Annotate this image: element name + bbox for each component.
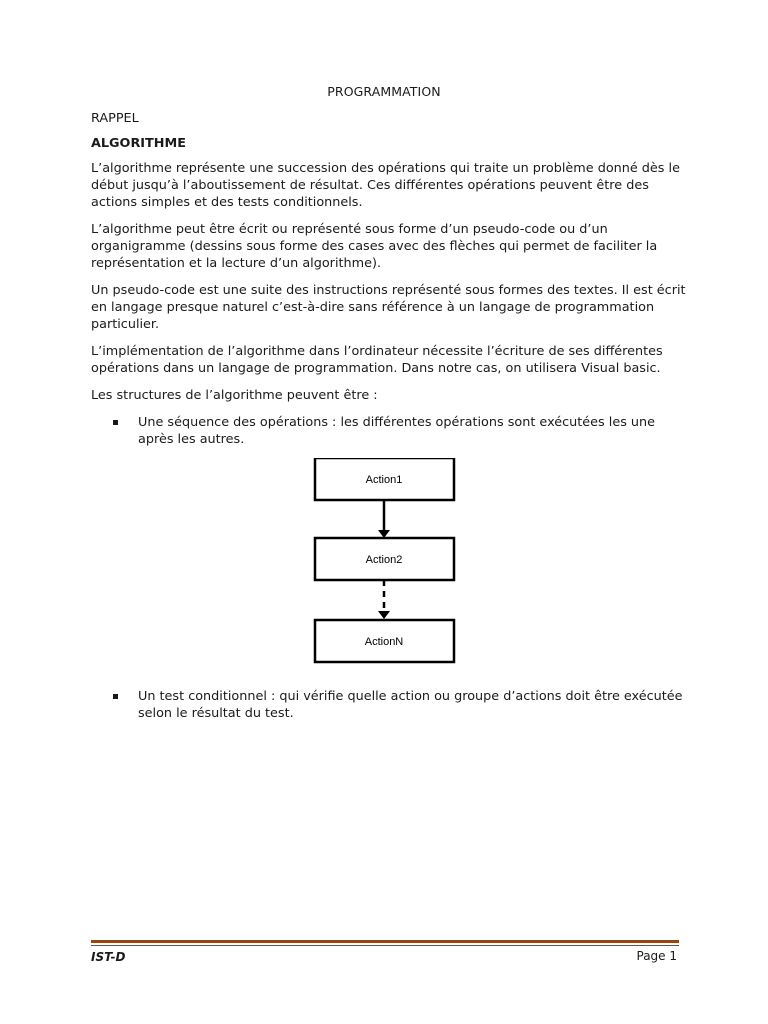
paragraph-1: L’algorithme représente une succession des opérations qui traite un problème donné dès le début jusqu’à l’aboutissement de résultat. Ces différentes opérations peuvent être des actions simples et des tests conditionnels. — [91, 161, 680, 210]
page-number: Page 1 — [636, 949, 677, 963]
flowchart-label-actionn: ActionN — [364, 636, 404, 648]
square-bullet-icon — [113, 694, 118, 699]
flowchart-label-action1: Action1 — [365, 474, 403, 486]
flowchart-label-action2: Action2 — [365, 554, 403, 566]
section-label: RAPPEL — [91, 111, 139, 126]
square-bullet-icon — [113, 420, 118, 425]
arrow-down-icon — [378, 611, 390, 619]
document-body — [91, 110, 686, 722]
paragraph-5: Les structures de l’algorithme peuvent être : — [91, 388, 378, 403]
page-title: PROGRAMMATION — [327, 84, 441, 99]
bullet-item-test — [91, 688, 686, 722]
footer-label: IST-D — [91, 950, 126, 964]
paragraph-2: L’algorithme peut être écrit ou représenté sous forme d’un pseudo-code ou d’un organigramme (dessins sous forme des cases avec des flèches qui permet de faciliter la représentation et la lecture d’un algorithme). — [91, 222, 658, 271]
paragraph-4: L’implémentation de l’algorithme dans l’ordinateur nécessite l’écriture de ses différentes opérations dans un langage de programmation. Dans notre cas, on utilisera Visual basic. — [91, 344, 663, 376]
bullet-item-sequence — [91, 414, 686, 448]
footer-rule-thick — [91, 940, 679, 943]
bullet-text: Une séquence des opérations : les différentes opérations sont exécutées les une après les autres. — [138, 415, 656, 447]
footer-rule-thin — [91, 945, 679, 946]
paragraph-3: Un pseudo-code est une suite des instructions représenté sous formes des textes. Il est écrit en langage presque naturel c’est-à-dire sans référence à un langage de programmation particulier. — [91, 283, 686, 332]
sequence-flowchart — [91, 458, 686, 682]
flowchart-svg — [91, 458, 686, 682]
section-heading: ALGORITHME — [91, 136, 186, 151]
bullet-text: Un test conditionnel : qui vérifie quelle action ou groupe d’actions doit être exécutée selon le résultat du test. — [138, 689, 683, 721]
